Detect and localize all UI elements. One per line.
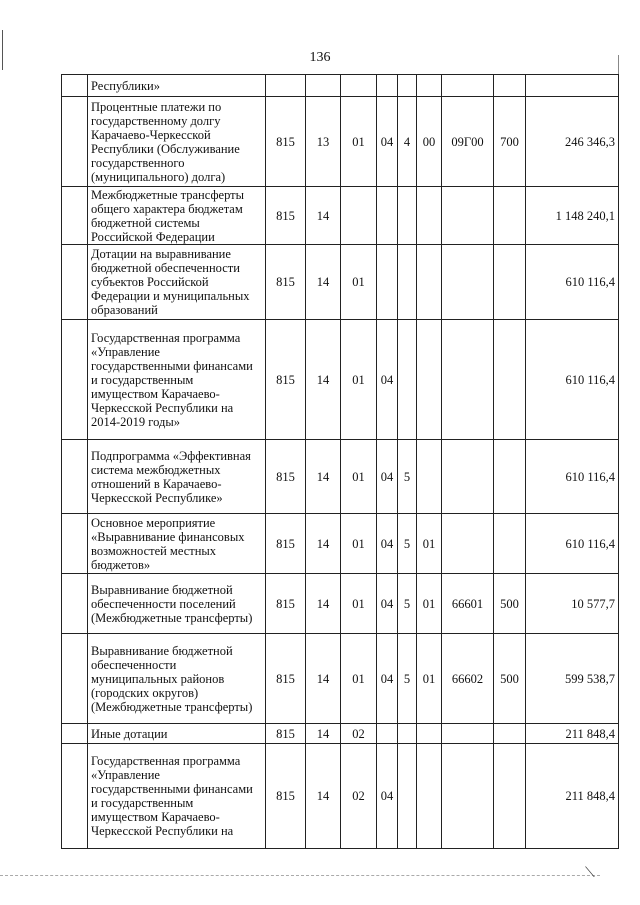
page-bottom-line	[0, 875, 600, 876]
row-name-cell: Государственная программа «Управление государственными финансами и государственным имуществом Карачаево-Черкесской Республики на 2014-2019 годы»	[88, 320, 266, 440]
code-cell-c8: 500	[494, 574, 526, 634]
code-cell-c5	[398, 724, 417, 744]
code-cell-c2: 14	[306, 440, 341, 514]
code-cell-c8	[494, 440, 526, 514]
code-cell-c4: 04	[377, 744, 398, 849]
code-cell-c6	[417, 187, 442, 245]
amount-cell: 610 116,4	[526, 514, 619, 574]
row-name-cell: Подпрограмма «Эффективная система межбюджетных отношений в Карачаево-Черкесской Республике»	[88, 440, 266, 514]
amount-cell: 10 577,7	[526, 574, 619, 634]
code-cell-c7	[442, 744, 494, 849]
table-row	[62, 75, 619, 97]
row-marker-cell	[62, 744, 88, 849]
code-cell-c5	[398, 320, 417, 440]
code-cell-c4: 04	[377, 574, 398, 634]
table-row	[62, 187, 619, 245]
code-cell-c8	[494, 187, 526, 245]
code-cell-c5	[398, 187, 417, 245]
row-name-cell: Выравнивание бюджетной обеспеченности муниципальных районов (городских округов) (Межбюджетные трансферты)	[88, 634, 266, 724]
code-cell-c4: 04	[377, 320, 398, 440]
code-cell-c1	[266, 75, 306, 97]
code-cell-c7	[442, 514, 494, 574]
row-name-cell: Межбюджетные трансферты общего характера бюджетам бюджетной системы Российской Федерации	[88, 187, 266, 245]
code-cell-c7	[442, 724, 494, 744]
code-cell-c7	[442, 440, 494, 514]
table-row	[62, 744, 619, 849]
code-cell-c4	[377, 245, 398, 320]
amount-cell: 610 116,4	[526, 440, 619, 514]
code-cell-c2: 14	[306, 574, 341, 634]
code-cell-c5	[398, 245, 417, 320]
code-cell-c1: 815	[266, 320, 306, 440]
row-name-cell: Республики»	[88, 75, 266, 97]
code-cell-c4	[377, 187, 398, 245]
code-cell-c2: 14	[306, 245, 341, 320]
code-cell-c3: 01	[341, 245, 377, 320]
row-marker-cell	[62, 187, 88, 245]
code-cell-c7	[442, 320, 494, 440]
code-cell-c6	[417, 744, 442, 849]
code-cell-c1: 815	[266, 187, 306, 245]
amount-cell: 211 848,4	[526, 744, 619, 849]
table-row	[62, 724, 619, 744]
code-cell-c7	[442, 245, 494, 320]
row-name-cell: Иные дотации	[88, 724, 266, 744]
code-cell-c7: 09Г00	[442, 97, 494, 187]
code-cell-c6: 00	[417, 97, 442, 187]
code-cell-c1: 815	[266, 724, 306, 744]
amount-cell: 246 346,3	[526, 97, 619, 187]
amount-cell: 610 116,4	[526, 320, 619, 440]
table-row	[62, 245, 619, 320]
code-cell-c1: 815	[266, 440, 306, 514]
row-marker-cell	[62, 440, 88, 514]
code-cell-c3	[341, 75, 377, 97]
code-cell-c4: 04	[377, 514, 398, 574]
table-row	[62, 97, 619, 187]
code-cell-c7: 66602	[442, 634, 494, 724]
code-cell-c1: 815	[266, 744, 306, 849]
row-marker-cell	[62, 724, 88, 744]
code-cell-c3: 01	[341, 634, 377, 724]
code-cell-c6	[417, 245, 442, 320]
code-cell-c1: 815	[266, 514, 306, 574]
code-cell-c2: 14	[306, 514, 341, 574]
amount-cell: 211 848,4	[526, 724, 619, 744]
page-number: 136	[309, 50, 331, 65]
code-cell-c7	[442, 187, 494, 245]
code-cell-c6: 01	[417, 634, 442, 724]
row-name-cell: Дотации на выравнивание бюджетной обеспеченности субъектов Российской Федерации и муниципальных образований	[88, 245, 266, 320]
code-cell-c8	[494, 744, 526, 849]
code-cell-c6: 01	[417, 574, 442, 634]
code-cell-c1: 815	[266, 634, 306, 724]
code-cell-c3: 01	[341, 574, 377, 634]
code-cell-c4	[377, 724, 398, 744]
code-cell-c2: 14	[306, 724, 341, 744]
code-cell-c8: 700	[494, 97, 526, 187]
table-row	[62, 574, 619, 634]
row-marker-cell	[62, 514, 88, 574]
row-name-cell: Выравнивание бюджетной обеспеченности поселений (Межбюджетные трансферты)	[88, 574, 266, 634]
budget-table	[61, 74, 619, 849]
code-cell-c4	[377, 75, 398, 97]
code-cell-c5	[398, 75, 417, 97]
code-cell-c3: 01	[341, 514, 377, 574]
code-cell-c3: 02	[341, 724, 377, 744]
code-cell-c5	[398, 744, 417, 849]
row-name-cell: Процентные платежи по государственному долгу Карачаево-Черкесской Республики (Обслуживание государственного (муниципального) долга)	[88, 97, 266, 187]
code-cell-c3: 01	[341, 440, 377, 514]
code-cell-c4: 04	[377, 97, 398, 187]
code-cell-c2: 13	[306, 97, 341, 187]
code-cell-c5: 5	[398, 634, 417, 724]
amount-cell	[526, 75, 619, 97]
row-marker-cell	[62, 75, 88, 97]
code-cell-c8	[494, 320, 526, 440]
code-cell-c1: 815	[266, 574, 306, 634]
code-cell-c4: 04	[377, 440, 398, 514]
code-cell-c3	[341, 187, 377, 245]
code-cell-c5: 5	[398, 440, 417, 514]
code-cell-c5: 5	[398, 574, 417, 634]
code-cell-c8	[494, 75, 526, 97]
code-cell-c7: 66601	[442, 574, 494, 634]
table-row	[62, 440, 619, 514]
amount-cell: 610 116,4	[526, 245, 619, 320]
amount-cell: 1 148 240,1	[526, 187, 619, 245]
code-cell-c2: 14	[306, 320, 341, 440]
row-name-cell: Государственная программа «Управление государственными финансами и государственным имуществом Карачаево-Черкесской Республики на	[88, 744, 266, 849]
row-marker-cell	[62, 574, 88, 634]
corner-mark: ⟍	[585, 866, 595, 881]
code-cell-c2: 14	[306, 187, 341, 245]
code-cell-c6	[417, 724, 442, 744]
row-marker-cell	[62, 245, 88, 320]
row-marker-cell	[62, 320, 88, 440]
code-cell-c8	[494, 514, 526, 574]
code-cell-c2: 14	[306, 634, 341, 724]
table-row	[62, 320, 619, 440]
code-cell-c5: 4	[398, 97, 417, 187]
code-cell-c8	[494, 245, 526, 320]
code-cell-c2	[306, 75, 341, 97]
code-cell-c5: 5	[398, 514, 417, 574]
code-cell-c3: 01	[341, 97, 377, 187]
code-cell-c4: 04	[377, 634, 398, 724]
code-cell-c6: 01	[417, 514, 442, 574]
code-cell-c1: 815	[266, 245, 306, 320]
code-cell-c3: 01	[341, 320, 377, 440]
code-cell-c6	[417, 320, 442, 440]
table-row	[62, 634, 619, 724]
table-row	[62, 514, 619, 574]
code-cell-c7	[442, 75, 494, 97]
code-cell-c8	[494, 724, 526, 744]
code-cell-c1: 815	[266, 97, 306, 187]
code-cell-c6	[417, 75, 442, 97]
code-cell-c6	[417, 440, 442, 514]
row-name-cell: Основное мероприятие «Выравнивание финансовых возможностей местных бюджетов»	[88, 514, 266, 574]
row-marker-cell	[62, 634, 88, 724]
code-cell-c2: 14	[306, 744, 341, 849]
code-cell-c8: 500	[494, 634, 526, 724]
code-cell-c3: 02	[341, 744, 377, 849]
row-marker-cell	[62, 97, 88, 187]
amount-cell: 599 538,7	[526, 634, 619, 724]
